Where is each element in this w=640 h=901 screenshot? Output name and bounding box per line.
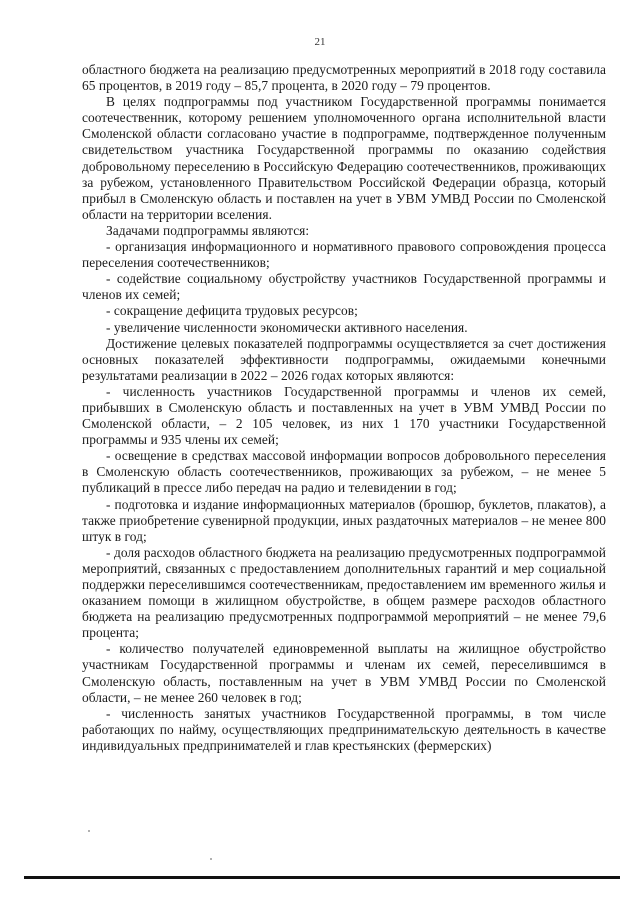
list-item: - увеличение численности экономически активного населения. bbox=[106, 319, 468, 335]
paragraph: Достижение целевых показателей подпрограммы осуществляется за счет достижения основных показателей эффективности подпрограммы, ожидаемыми конечными результатами реализации в 2022 – 2026 годах которых являются: bbox=[82, 335, 606, 383]
paragraph: Задачами подпрограммы являются: bbox=[106, 222, 310, 238]
list-item: - освещение в средствах массовой информации вопросов добровольного переселения в Смоленскую область соотечественников, проживающих за рубежом, – не менее 5 публикаций в прессе либо передач на радио и телевидении в год; bbox=[82, 448, 606, 496]
document-body bbox=[82, 62, 606, 754]
page-number: 21 bbox=[314, 36, 326, 48]
list-item: - сокращение дефицита трудовых ресурсов; bbox=[106, 303, 358, 319]
scan-speck bbox=[88, 830, 90, 832]
bottom-border-line bbox=[24, 876, 620, 879]
scan-speck bbox=[210, 858, 212, 860]
list-item: - количество получателей единовременной выплаты на жилищное обустройство участникам Государственной программы и членам их семей, переселившимся в Смоленскую область, поставленным на учет в УВМ УМВД России по Смоленской области, – не менее 260 человек в год; bbox=[82, 641, 606, 705]
list-item: - доля расходов областного бюджета на реализацию предусмотренных подпрограммой мероприятий, связанных с предоставлением дополнительных гарантий и мер социальной поддержки переселившимся соотечественникам, предоставлением им временного жилья и оказанием помощи в жилищном обустройстве, в общем размере расходов областного бюджета на реализацию предусмотренных подпрограммой мероприятий – не менее 79,6 процента; bbox=[82, 544, 606, 641]
list-item: - численность занятых участников Государственной программы, в том числе работающих по найму, осуществляющих предпринимательскую деятельность в качестве индивидуальных предпринимателей и глав крестьянских (фермерских) bbox=[82, 705, 606, 753]
list-item: - численность участников Государственной программы и членов их семей, прибывших в Смоленскую область и поставленных на учет в УВМ УМВД России по Смоленской области, – 2 105 человек, из них 1 170 участники Государственной программы и 935 члены их семей; bbox=[82, 383, 606, 448]
paragraph: В целях подпрограммы под участником Государственной программы понимается соотечественник, которому решением уполномоченного органа исполнительной власти Смоленской области согласовано участие в подпрограмме, подтвержденное полученным свидетельством участника Государственной программы по оказанию содействия добровольному переселению в Российскую Федерацию соотечественников, проживающих за рубежом, установленного Правительством Российской Федерации образца, который прибыл в Смоленскую область и поставлен на учет в УВМ УМВД России по Смоленской области на территории вселения. bbox=[82, 94, 606, 222]
list-item: - содействие социальному обустройству участников Государственной программы и членов их семей; bbox=[82, 271, 606, 303]
list-item: - подготовка и издание информационных материалов (брошюр, буклетов, плакатов), а также приобретение сувенирной продукции, иных раздаточных материалов – не менее 800 штук в год; bbox=[82, 496, 606, 544]
paragraph: областного бюджета на реализацию предусмотренных мероприятий в 2018 году составила 65 процентов, в 2019 году – 85,7 процента, в 2020 году – 79 процентов. bbox=[82, 62, 606, 94]
list-item: - организация информационного и нормативного правового сопровождения процесса переселения соотечественников; bbox=[82, 239, 606, 271]
